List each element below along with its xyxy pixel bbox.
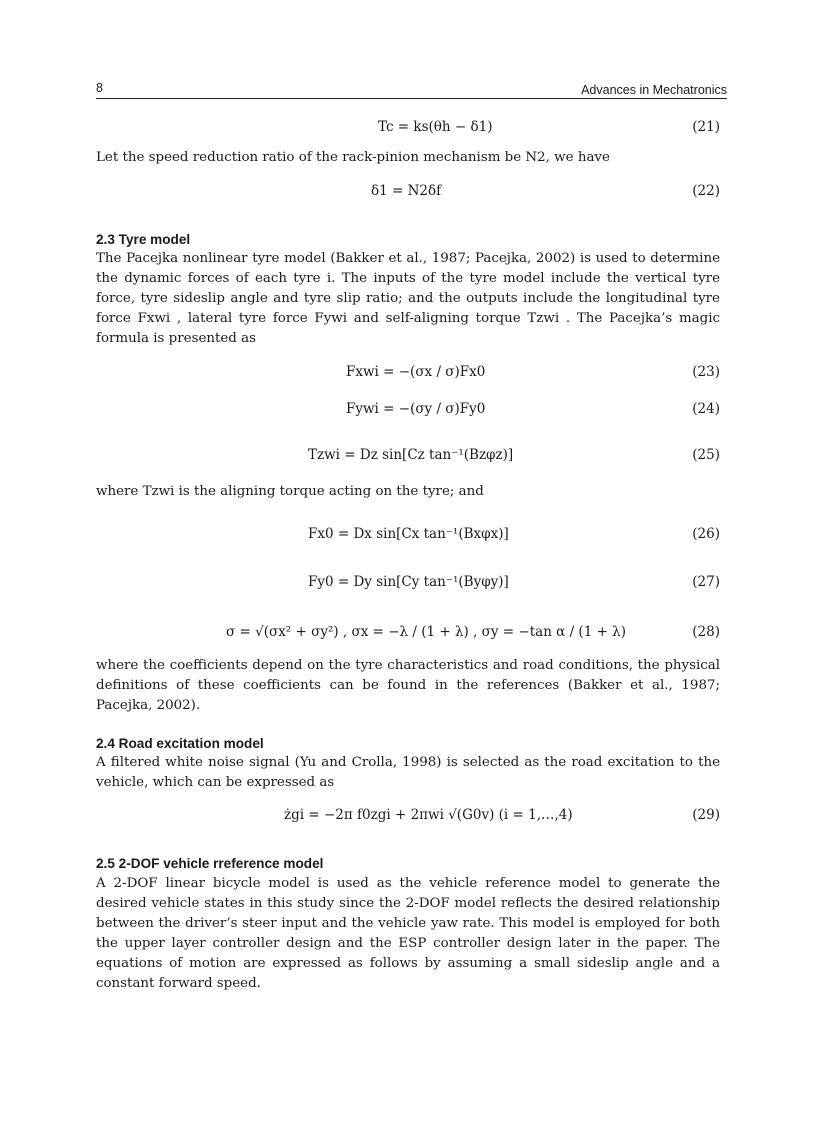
paragraph-aligning-torque: where Tzwi is the aligning torque acting on the tyre; and [96, 484, 484, 499]
equation-28-expr: σ = √(σx² + σy²) , σx = −λ / (1 + λ) , σy = −tan α / (1 + λ) [226, 624, 627, 640]
paragraph-road-excitation: A filtered white noise signal (Yu and Crolla, 1998) is selected as the road excitation to the vehicle, which can be expressed as [96, 755, 720, 790]
equation-28-number: (28) [692, 624, 720, 640]
equation-22 [96, 183, 720, 205]
paragraph-tyre-model: The Pacejka nonlinear tyre model (Bakker et al., 1987; Pacejka, 2002) is used to determine the dynamic forces of each tyre i. The inputs of the tyre model include the vertical tyre force, tyre sideslip angle and tyre slip ratio; and the outputs include the longitudinal tyre force Fxwi , lateral tyre force Fywi and self-aligning torque Tzwi . The Pacejka’s magic formula is presented as [96, 251, 720, 346]
equation-21-number: (21) [692, 119, 720, 135]
equation-29-expr: żgi = −2π f0zgi + 2πwi √(G0v) (i = 1,…,4) [284, 807, 573, 823]
equation-21-expr: Tc = ks(θh − δ1) [378, 119, 493, 135]
paragraph-speed-reduction: Let the speed reduction ratio of the rack-pinion mechanism be N2, we have [96, 150, 610, 165]
page-number: 8 [96, 81, 103, 95]
equation-28 [96, 624, 720, 646]
equation-25 [96, 447, 720, 469]
equation-24-expr: Fywi = −(σy / σ)Fy0 [346, 401, 486, 417]
equation-23 [96, 364, 720, 386]
equation-26-number: (26) [692, 526, 720, 542]
section-heading-2-3: 2.3 Tyre model [96, 232, 191, 247]
equation-26 [96, 526, 720, 548]
equation-22-expr: δ1 = N2δf [371, 183, 442, 199]
equation-24 [96, 401, 720, 423]
paragraph-coefficients: where the coefficients depend on the tyre characteristics and road conditions, the physical definitions of these coefficients can be found in the references (Bakker et al., 1987; Pacejka, 2002). [96, 658, 720, 713]
section-heading-2-5: 2.5 2-DOF vehicle rreference model [96, 856, 324, 871]
running-title: Advances in Mechatronics [581, 83, 727, 97]
section-heading-2-4: 2.4 Road excitation model [96, 736, 264, 751]
equation-29-number: (29) [692, 807, 720, 823]
equation-24-number: (24) [692, 401, 720, 417]
equation-27-expr: Fy0 = Dy sin[Cy tan⁻¹(Byφy)] [308, 574, 509, 590]
equation-25-expr: Tzwi = Dz sin[Cz tan⁻¹(Bzφz)] [308, 447, 514, 463]
equation-23-number: (23) [692, 364, 720, 380]
equation-26-expr: Fx0 = Dx sin[Cx tan⁻¹(Bxφx)] [308, 526, 509, 542]
equation-27-number: (27) [692, 574, 720, 590]
equation-25-number: (25) [692, 447, 720, 463]
equation-27 [96, 574, 720, 596]
paragraph-2dof-model: A 2-DOF linear bicycle model is used as the vehicle reference model to generate the desired vehicle states in this study since the 2-DOF model reflects the desired relationship between the driver’s steer input and the vehicle yaw rate. This model is employed for both the upper layer controller design and the ESP controller design later in the paper. The equations of motion are expressed as follows by assuming a small sideslip angle and a constant forward speed. [96, 876, 720, 991]
equation-22-number: (22) [692, 183, 720, 199]
page-header [96, 80, 727, 99]
equation-23-expr: Fxwi = −(σx / σ)Fx0 [346, 364, 486, 380]
equation-21 [96, 119, 720, 141]
equation-29 [96, 807, 720, 829]
